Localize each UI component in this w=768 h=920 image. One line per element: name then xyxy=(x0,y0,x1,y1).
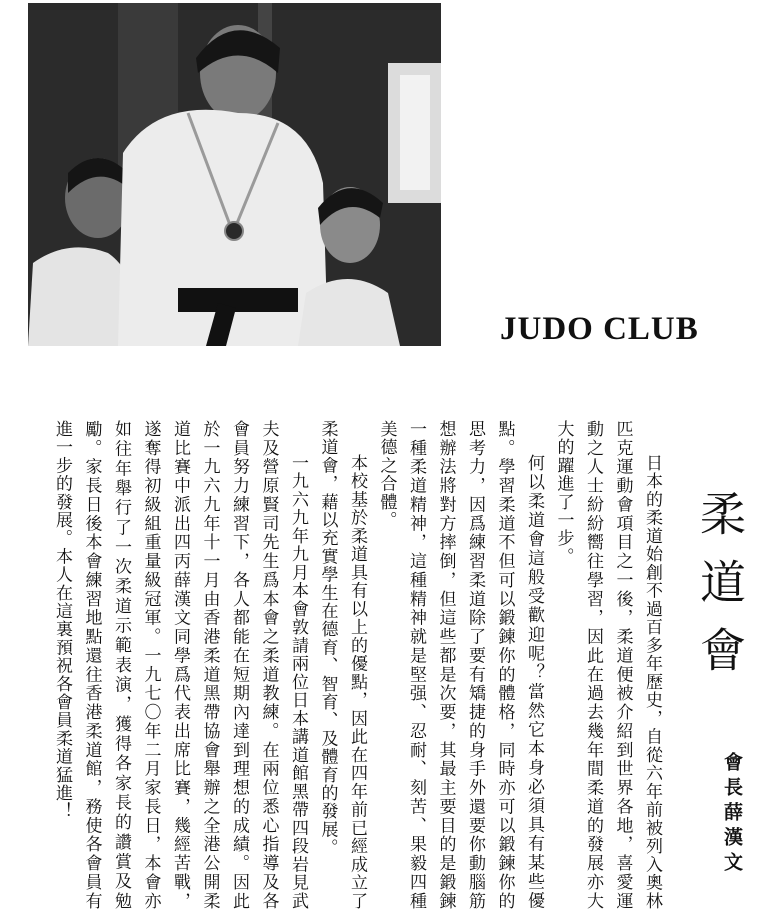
article-body xyxy=(18,420,666,910)
paragraph-4: 一九六九年九月本會敦請兩位日本講道館黑帶四段岩見武夫及營原賢司先生爲本會之柔道教練。在兩位悉心指導及各會員努力練習下，各人都能在短期內達到理想的成績。因此於一九六九年十一月由香港柔道黑帶協會舉辦之全港公開柔道比賽中派出四丙薛漢文同學爲代表出席比賽，幾經苦戰，遂奪得初級組重量級冠軍。一九七〇年二月家長日，本會亦如往年舉行了一次柔道示範表演，獲得各家長的讚賞及勉勵。家長日後本會練習地點還往香港柔道館，務使各會員有進一步的發展。本人在這裏預祝各會員柔道猛進！ xyxy=(52,420,308,910)
english-title: JUDO CLUB xyxy=(500,311,699,347)
chinese-title: 柔道會 xyxy=(693,490,747,694)
paragraph-2: 何以柔道會這般受歡迎呢？當然它本身必須具有某些優點。學習柔道不但可以鍛鍊你的體格，同時亦可以鍛鍊你的思考力，因爲練習柔道除了要有矯捷的身手外還要你動腦筋想辦法將對方摔倒，但這些都是次要，其最主要目的是鍛鍊一種柔道精神，這種精神就是堅强、忍耐、刻苦、果毅四種美德之合體。 xyxy=(376,420,544,910)
author-byline: 會長薛漢文 xyxy=(721,752,743,877)
photo-judo-athletes-icon xyxy=(28,3,441,346)
paragraph-3: 本校基於柔道具有以上的優點，因此在四年前已經成立了柔道會，藉以充實學生在德育、智育、及體育的發展。 xyxy=(317,420,367,910)
paragraph-1: 日本的柔道始創不過百多年歷史，自從六年前被列入奧林匹克運動會項目之一後，柔道便被介紹到世界各地，喜愛運動之人士紛紛嚮往學習，因此在過去幾年間柔道的發展亦大大的躍進了一步。 xyxy=(553,420,662,910)
judo-photo xyxy=(28,3,441,346)
